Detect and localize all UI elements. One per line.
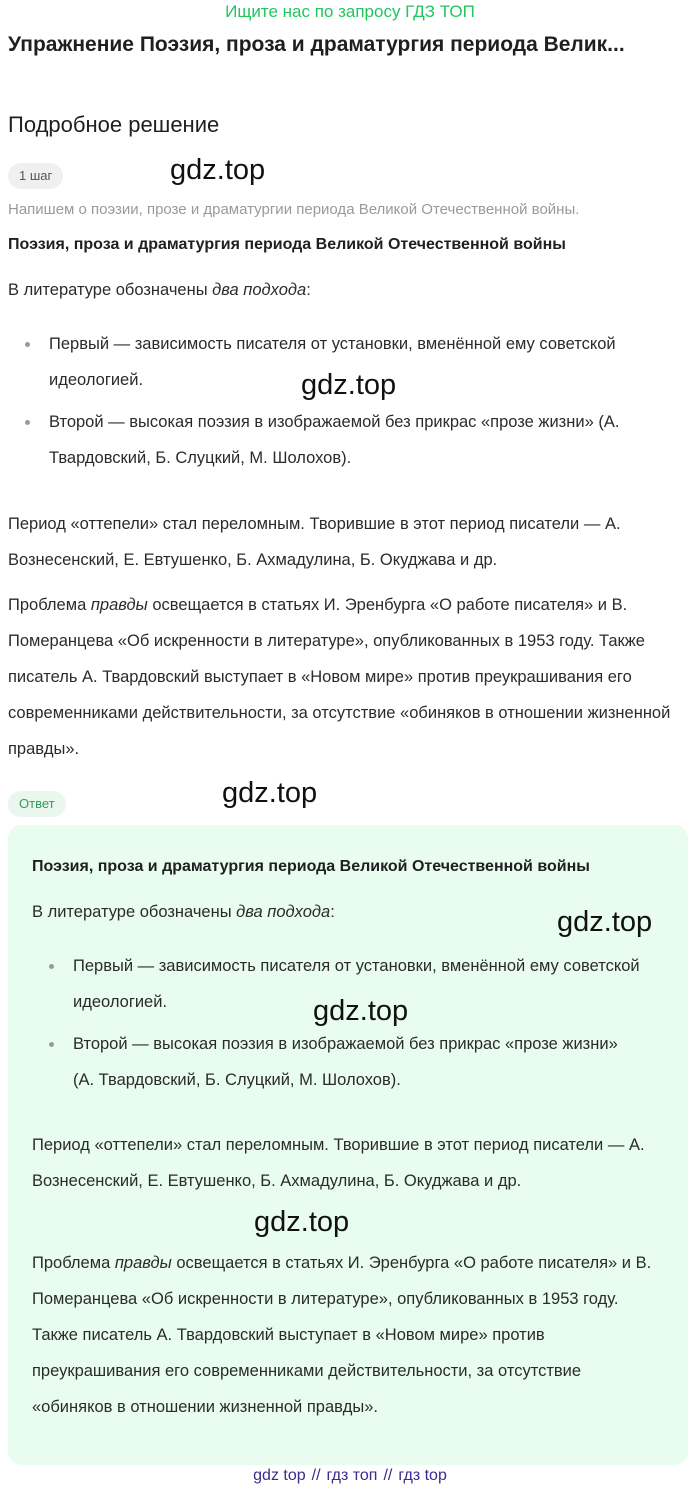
truth-text-start: Проблема [32,1254,115,1272]
intro-emphasis: два подхода [212,281,307,299]
list-item-text: Первый — зависимость писателя от установки, вменённой ему советской идеологией. [49,335,616,389]
watermark: gdz.top [557,906,653,938]
solution-heading: Поэзия, проза и драматургия периода Великой Отечественной войны [8,236,566,253]
list-item [32,1026,640,1098]
truth-emphasis: правды [114,1254,172,1272]
answer-heading: Поэзия, проза и драматургия периода Великой Отечественной войны [32,858,590,875]
solution-thaw-paragraph: Период «оттепели» стал переломным. Творившие в этот период писатели — А. Вознесенский, Е. Евтушенко, Б. Ахмадулина, Б. Окуджава и др. [8,515,621,569]
bullet-icon [25,420,30,425]
watermark: gdz.top [170,154,266,186]
intro-colon: : [330,903,335,921]
truth-text-rest: освещается в статьях И. Эренбурга «О работе писателя» и В. Померанцева «Об искренности в литературе», опубликованных в 1953 году. Также писатель А. Твардовский выступает в «Новом мире» против преукрашивания его современниками действительности, за отсутствие «обиняков в отношении жизненной правды». [8,596,671,758]
footer-separator: // [383,1467,393,1484]
truth-text-start: Проблема [8,596,91,614]
intro-text: В литературе обозначены [8,281,213,299]
bullet-icon [49,1042,54,1047]
step-hint: Напишем о поэзии, прозе и драматургии периода Великой Отечественной войны. [8,201,580,218]
bullet-icon [25,342,30,347]
watermark: gdz.top [254,1206,350,1238]
watermark: gdz.top [313,995,409,1027]
list-item-text: Первый — зависимость писателя от установки, вменённой ему советской идеологией. [73,957,640,1011]
step-badge: 1 шаг [8,163,63,189]
search-banner[interactable]: Ищите нас по запросу ГДЗ ТОП [225,2,475,21]
answer-thaw-paragraph: Период «оттепели» стал переломным. Творившие в этот период писатели — А. Вознесенский, Е. Евтушенко, Б. Ахмадулина, Б. Окуджава и др. [32,1136,645,1190]
footer-links [0,1464,700,1488]
page-title: Упражнение Поэзия, проза и драматургия периода Велик... [8,33,625,56]
watermark: gdz.top [301,369,397,401]
intro-emphasis: два подхода [236,903,331,921]
footer-link[interactable]: gdz top [253,1467,306,1484]
truth-emphasis: правды [90,596,148,614]
footer-separator: // [311,1467,321,1484]
truth-text-rest: освещается в статьях И. Эренбурга «О работе писателя» и В. Померанцева «Об искренности в литературе», опубликованных в 1953 году. Также писатель А. Твардовский выступает в «Новом мире» против преукрашивания его современниками действительности, за отсутствие «обиняков в отношении жизненной правды». [32,1254,652,1416]
list-item-text: Второй — высокая поэзия в изображаемой без прикрас «прозе жизни» (А. Твардовский, Б. Слуцкий, М. Шолохов). [49,413,620,467]
list-item-text: Второй — высокая поэзия в изображаемой без прикрас «прозе жизни» (А. Твардовский, Б. Слуцкий, М. Шолохов). [73,1035,618,1089]
watermark: gdz.top [222,777,318,809]
bullet-icon [49,964,54,969]
intro-text: В литературе обозначены [32,903,237,921]
section-heading: Подробное решение [8,112,220,137]
footer-link[interactable]: гдз топ [326,1467,378,1484]
answer-truth-paragraph [32,1245,664,1425]
solution-truth-paragraph [8,587,692,767]
solution-bullet-list [8,326,692,482]
answer-badge: Ответ [8,791,66,817]
footer-link[interactable]: гдз top [398,1467,447,1484]
intro-colon: : [306,281,311,299]
solution-intro [8,272,692,308]
list-item [8,404,692,476]
